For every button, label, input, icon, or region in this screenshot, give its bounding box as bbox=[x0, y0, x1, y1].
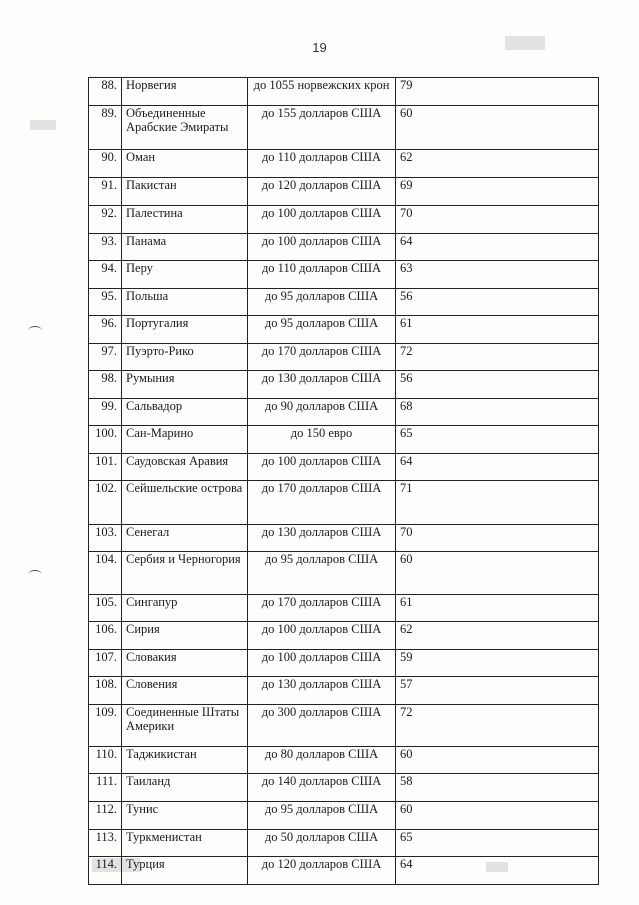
spending-limit: до 110 долларов США bbox=[248, 261, 396, 289]
spending-limit: до 95 долларов США bbox=[248, 802, 396, 830]
country-name: Румыния bbox=[122, 371, 248, 399]
spending-limit: до 90 долларов США bbox=[248, 399, 396, 426]
country-name: Соединенные Штаты Америки bbox=[122, 705, 248, 747]
table-row bbox=[89, 371, 599, 399]
coefficient-value: 64 bbox=[396, 857, 599, 885]
row-number: 107. bbox=[89, 650, 122, 677]
country-name: Сальвадор bbox=[122, 399, 248, 426]
coefficient-value: 60 bbox=[396, 802, 599, 830]
country-name: Турция bbox=[122, 857, 248, 885]
country-name: Панама bbox=[122, 234, 248, 261]
spending-limit: до 95 долларов США bbox=[248, 289, 396, 316]
spending-limit: до 170 долларов США bbox=[248, 481, 396, 525]
coefficient-value: 60 bbox=[396, 747, 599, 774]
country-name: Сербия и Черногория bbox=[122, 552, 248, 595]
row-number: 96. bbox=[89, 316, 122, 344]
coefficient-value: 64 bbox=[396, 454, 599, 481]
row-number: 100. bbox=[89, 426, 122, 454]
spending-limit: до 100 долларов США bbox=[248, 650, 396, 677]
country-name: Словения bbox=[122, 677, 248, 705]
country-name: Сенегал bbox=[122, 525, 248, 552]
row-number: 103. bbox=[89, 525, 122, 552]
row-number: 114. bbox=[89, 857, 122, 885]
spending-limit: до 100 долларов США bbox=[248, 454, 396, 481]
country-name: Саудовская Аравия bbox=[122, 454, 248, 481]
spending-limit: до 120 долларов США bbox=[248, 178, 396, 206]
table-row bbox=[89, 178, 599, 206]
spending-limit: до 100 долларов США bbox=[248, 206, 396, 234]
country-table bbox=[88, 77, 599, 885]
row-number: 91. bbox=[89, 178, 122, 206]
table-row bbox=[89, 830, 599, 857]
coefficient-value: 68 bbox=[396, 399, 599, 426]
row-number: 98. bbox=[89, 371, 122, 399]
spending-limit: до 120 долларов США bbox=[248, 857, 396, 885]
spending-limit: до 150 евро bbox=[248, 426, 396, 454]
row-number: 92. bbox=[89, 206, 122, 234]
table-row bbox=[89, 234, 599, 261]
scan-noise bbox=[30, 120, 56, 130]
coefficient-value: 79 bbox=[396, 78, 599, 106]
table-row bbox=[89, 399, 599, 426]
country-name: Тунис bbox=[122, 802, 248, 830]
coefficient-value: 57 bbox=[396, 677, 599, 705]
row-number: 104. bbox=[89, 552, 122, 595]
row-number: 108. bbox=[89, 677, 122, 705]
table-row bbox=[89, 677, 599, 705]
row-number: 112. bbox=[89, 802, 122, 830]
coefficient-value: 60 bbox=[396, 106, 599, 150]
coefficient-value: 64 bbox=[396, 234, 599, 261]
spending-limit: до 130 долларов США bbox=[248, 371, 396, 399]
coefficient-value: 56 bbox=[396, 289, 599, 316]
coefficient-value: 72 bbox=[396, 705, 599, 747]
row-number: 89. bbox=[89, 106, 122, 150]
coefficient-value: 61 bbox=[396, 595, 599, 622]
spending-limit: до 130 долларов США bbox=[248, 677, 396, 705]
coefficient-value: 56 bbox=[396, 371, 599, 399]
row-number: 110. bbox=[89, 747, 122, 774]
country-name: Сингапур bbox=[122, 595, 248, 622]
coefficient-value: 70 bbox=[396, 525, 599, 552]
country-name: Таджикистан bbox=[122, 747, 248, 774]
row-number: 90. bbox=[89, 150, 122, 178]
coefficient-value: 70 bbox=[396, 206, 599, 234]
table-row bbox=[89, 206, 599, 234]
row-number: 105. bbox=[89, 595, 122, 622]
table-row bbox=[89, 261, 599, 289]
table-row bbox=[89, 150, 599, 178]
coefficient-value: 65 bbox=[396, 426, 599, 454]
spending-limit: до 50 долларов США bbox=[248, 830, 396, 857]
table-row bbox=[89, 78, 599, 106]
country-name: Таиланд bbox=[122, 774, 248, 802]
row-number: 95. bbox=[89, 289, 122, 316]
table-row bbox=[89, 481, 599, 525]
coefficient-value: 62 bbox=[396, 150, 599, 178]
spending-limit: до 110 долларов США bbox=[248, 150, 396, 178]
spending-limit: до 100 долларов США bbox=[248, 234, 396, 261]
row-number: 106. bbox=[89, 622, 122, 650]
row-number: 97. bbox=[89, 344, 122, 371]
spending-limit: до 170 долларов США bbox=[248, 344, 396, 371]
country-name: Сейшельские острова bbox=[122, 481, 248, 525]
coefficient-value: 71 bbox=[396, 481, 599, 525]
table-row bbox=[89, 802, 599, 830]
table-row bbox=[89, 344, 599, 371]
coefficient-value: 65 bbox=[396, 830, 599, 857]
country-name: Польша bbox=[122, 289, 248, 316]
table-row bbox=[89, 552, 599, 595]
country-name: Словакия bbox=[122, 650, 248, 677]
row-number: 102. bbox=[89, 481, 122, 525]
row-number: 109. bbox=[89, 705, 122, 747]
coefficient-value: 62 bbox=[396, 622, 599, 650]
spending-limit: до 155 долларов США bbox=[248, 106, 396, 150]
table-row bbox=[89, 774, 599, 802]
coefficient-value: 61 bbox=[396, 316, 599, 344]
table-row bbox=[89, 289, 599, 316]
table-row bbox=[89, 747, 599, 774]
binder-hole-mark bbox=[28, 326, 42, 335]
table-row bbox=[89, 595, 599, 622]
table-row bbox=[89, 426, 599, 454]
table-row bbox=[89, 650, 599, 677]
row-number: 113. bbox=[89, 830, 122, 857]
country-name: Туркменистан bbox=[122, 830, 248, 857]
country-name: Перу bbox=[122, 261, 248, 289]
country-name: Пакистан bbox=[122, 178, 248, 206]
row-number: 101. bbox=[89, 454, 122, 481]
row-number: 88. bbox=[89, 78, 122, 106]
country-name: Объединенные Арабские Эмираты bbox=[122, 106, 248, 150]
coefficient-value: 69 bbox=[396, 178, 599, 206]
coefficient-value: 60 bbox=[396, 552, 599, 595]
coefficient-value: 72 bbox=[396, 344, 599, 371]
row-number: 111. bbox=[89, 774, 122, 802]
binder-hole-mark bbox=[28, 570, 42, 579]
spending-limit: до 170 долларов США bbox=[248, 595, 396, 622]
spending-limit: до 300 долларов США bbox=[248, 705, 396, 747]
spending-limit: до 80 долларов США bbox=[248, 747, 396, 774]
country-name: Пуэрто-Рико bbox=[122, 344, 248, 371]
coefficient-value: 58 bbox=[396, 774, 599, 802]
spending-limit: до 95 долларов США bbox=[248, 316, 396, 344]
country-name: Норвегия bbox=[122, 78, 248, 106]
coefficient-value: 63 bbox=[396, 261, 599, 289]
table-row bbox=[89, 857, 599, 885]
row-number: 93. bbox=[89, 234, 122, 261]
country-name: Палестина bbox=[122, 206, 248, 234]
table-body bbox=[89, 78, 599, 885]
coefficient-value: 59 bbox=[396, 650, 599, 677]
table-row bbox=[89, 622, 599, 650]
table-row bbox=[89, 705, 599, 747]
country-name: Сирия bbox=[122, 622, 248, 650]
table-row bbox=[89, 106, 599, 150]
row-number: 94. bbox=[89, 261, 122, 289]
row-number: 99. bbox=[89, 399, 122, 426]
scan-noise bbox=[505, 36, 545, 50]
table-row bbox=[89, 525, 599, 552]
spending-limit: до 95 долларов США bbox=[248, 552, 396, 595]
spending-limit: до 100 долларов США bbox=[248, 622, 396, 650]
country-name: Португалия bbox=[122, 316, 248, 344]
country-name: Сан-Марино bbox=[122, 426, 248, 454]
spending-limit: до 130 долларов США bbox=[248, 525, 396, 552]
spending-limit: до 1055 норвежских крон bbox=[248, 78, 396, 106]
table-row bbox=[89, 316, 599, 344]
country-name: Оман bbox=[122, 150, 248, 178]
table-row bbox=[89, 454, 599, 481]
page-number: 19 bbox=[312, 40, 327, 55]
spending-limit: до 140 долларов США bbox=[248, 774, 396, 802]
